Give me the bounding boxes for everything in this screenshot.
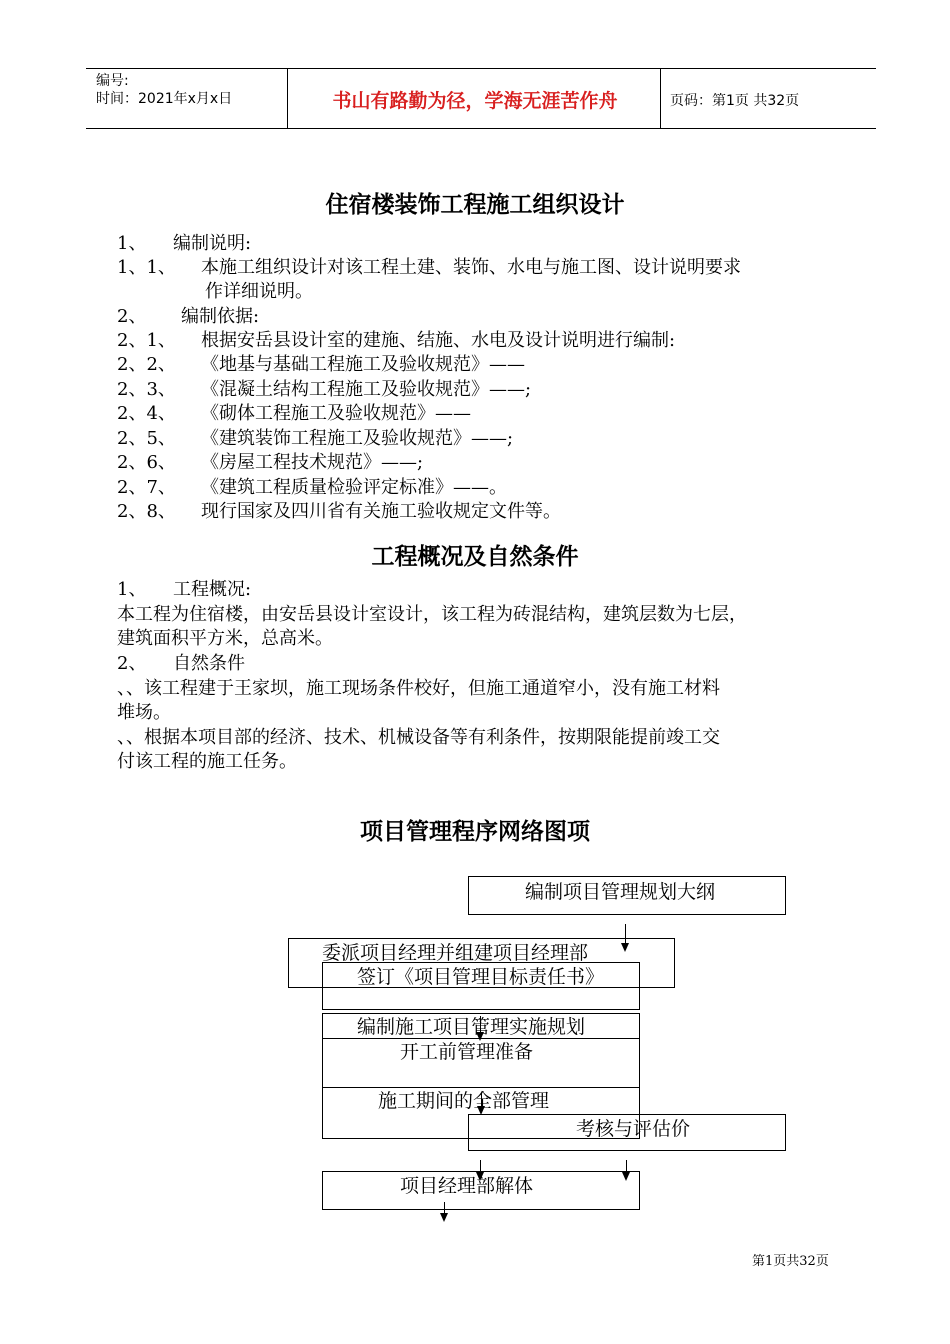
page-footer: 第1页共32页 (752, 1254, 829, 1269)
header-divider (660, 68, 661, 128)
list-item: 1、 工程概况: (117, 579, 252, 600)
list-item: 2、1、 根据安岳县设计室的建施、结施、水电及设计说明进行编制: (117, 330, 676, 351)
page-title: 住宿楼装饰工程施工组织设计 (325, 192, 625, 218)
flow-arrow (480, 1016, 481, 1033)
paragraph-line: 堆场。 (117, 702, 171, 723)
flow-step-label: 编制施工项目管理实施规划 (357, 1016, 586, 1038)
flow-step-label: 委派项目经理并组建项目经理部 (322, 942, 589, 964)
flow-arrow (625, 924, 626, 944)
paragraph-line: 本工程为住宿楼，由安岳县设计室设计，该工程为砖混结构，建筑层数为七层， (117, 604, 747, 625)
list-item: 2、4、 《砌体工程施工及验收规范》—— (117, 403, 471, 424)
flow-step-label: 开工前管理准备 (400, 1041, 534, 1063)
flow-step-label: 施工期间的全部管理 (378, 1090, 550, 1112)
flow-arrow (444, 1202, 445, 1214)
section-title: 工程概况及自然条件 (371, 544, 579, 570)
list-item: 作详细说明。 (205, 281, 313, 302)
list-item: 1、1、 本施工组织设计对该工程土建、装饰、水电与施工图、设计说明要求 (117, 257, 741, 278)
list-item: 1、 编制说明: (117, 233, 252, 254)
paragraph-line: 建筑面积平方米，总高米。 (117, 628, 333, 649)
paragraph-line: 、、该工程建于王家坝，施工现场条件校好，但施工通道窄小，没有施工材料 (117, 678, 720, 699)
flowchart-title: 项目管理程序网络图项 (360, 819, 590, 845)
list-item: 2、6、 《房屋工程技术规范》——; (117, 452, 424, 473)
header-page-info: 页码：第1页 共32页 (670, 93, 800, 109)
list-item: 2、3、 《混凝土结构工程施工及验收规范》——; (117, 379, 532, 400)
list-item: 2、7、 《建筑工程质量检验评定标准》——。 (117, 477, 507, 498)
header-number-label: 编号: (96, 73, 129, 89)
header-time-label: 时间：2021年x月x日 (96, 91, 233, 107)
header-motto: 书山有路勤为径，学海无涯苦作舟 (332, 90, 618, 112)
list-item: 2、2、 《地基与基础工程施工及验收规范》—— (117, 354, 525, 375)
paragraph-line: 付该工程的施工任务。 (117, 751, 297, 772)
list-item: 2、 自然条件 (117, 653, 245, 674)
header-top-rule (86, 68, 876, 69)
flow-step-label: 项目经理部解体 (400, 1175, 534, 1197)
flow-step-label: 签订《项目管理目标责任书》 (357, 966, 605, 988)
flow-step-label: 编制项目管理规划大纲 (525, 881, 716, 903)
list-item: 2、8、 现行国家及四川省有关施工验收规定文件等。 (117, 501, 561, 522)
header-divider (287, 68, 288, 128)
list-item: 2、5、 《建筑装饰工程施工及验收规范》——; (117, 428, 514, 449)
flow-arrow (480, 1160, 481, 1173)
header-bottom-rule (86, 128, 876, 129)
paragraph-line: 、、根据本项目部的经济、技术、机械设备等有利条件，按期限能提前竣工交 (117, 727, 720, 748)
flow-arrow (481, 1093, 482, 1107)
flow-step-label: 考核与评估价 (576, 1118, 691, 1140)
list-item: 2、 编制依据: (117, 306, 260, 327)
flow-arrow (626, 1160, 627, 1173)
